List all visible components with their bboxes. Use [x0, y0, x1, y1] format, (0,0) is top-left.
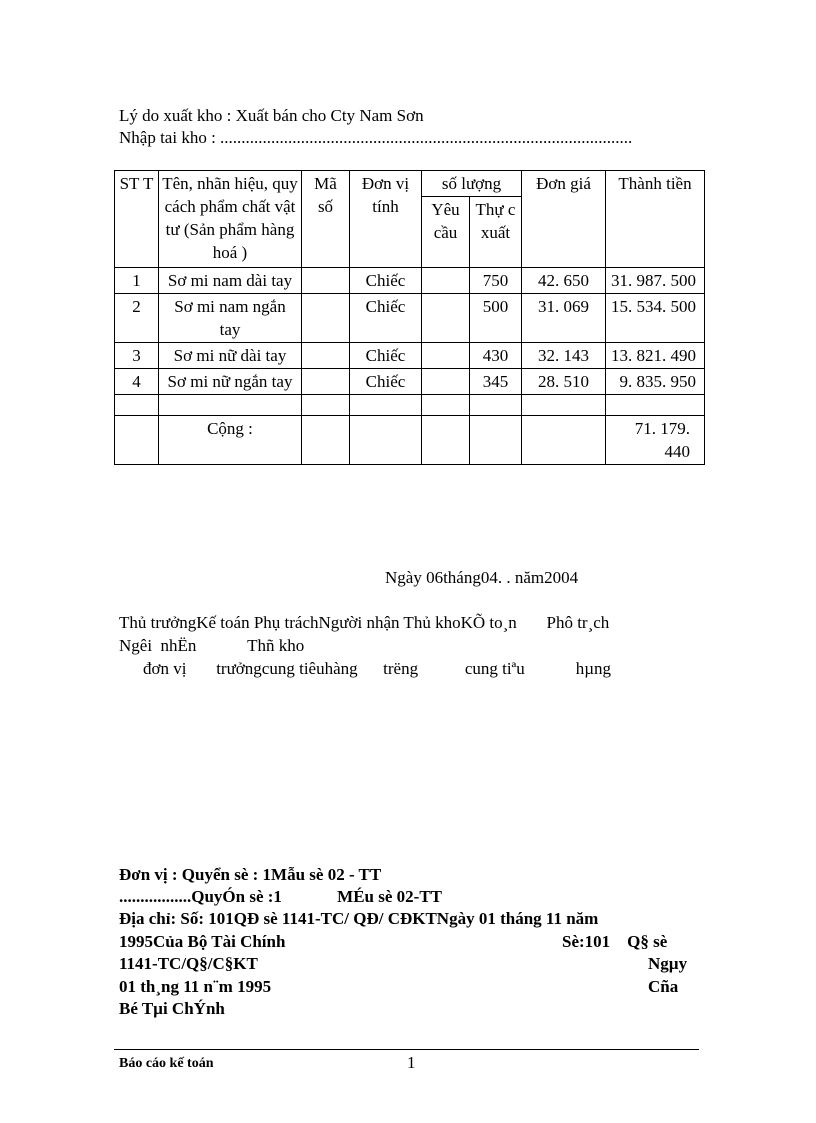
row-code — [302, 294, 350, 343]
row-price: 31. 069 — [522, 294, 606, 343]
row-name: Sơ mi nữ ngắn tay — [159, 369, 302, 395]
footer-title: Báo cáo kế toán — [119, 1056, 214, 1071]
row-actual: 750 — [470, 268, 522, 294]
header-unit: Đơn vị tính — [350, 171, 422, 268]
header-price: Đơn giá — [522, 171, 606, 268]
empty-cell — [350, 395, 422, 416]
header-stt: ST T — [115, 171, 159, 268]
row-amount: 31. 987. 500 — [606, 268, 705, 294]
table-total-row — [115, 416, 705, 465]
export-reason: Lý do xuất kho : Xuất bán cho Cty Nam Sơn — [119, 106, 424, 125]
number-line-right: Sè:101 Q§ sè — [562, 932, 668, 951]
row-requested — [422, 294, 470, 343]
row-requested — [422, 268, 470, 294]
ministry-line-2: Bé Tµi ChÝnh — [119, 999, 225, 1018]
empty-cell — [302, 395, 350, 416]
row-requested — [422, 343, 470, 369]
header-quantity: số lượng — [422, 171, 522, 197]
row-name: Sơ mi nam ngắn tay — [159, 294, 302, 343]
table-row — [115, 343, 705, 369]
table-row — [115, 268, 705, 294]
row-stt: 2 — [115, 294, 159, 343]
header-code: Mã số — [302, 171, 350, 268]
unit-line: Đơn vị : Quyển sè : 1Mẫu sè 02 - TT — [119, 865, 382, 884]
total-label: Cộng : — [159, 416, 302, 465]
row-unit: Chiếc — [350, 343, 422, 369]
warehouse-line: Nhập tai kho : ................................................................................................. — [119, 128, 633, 147]
empty-cell — [522, 416, 606, 465]
table-header-row — [115, 171, 705, 197]
header-requested: Yêu cầu — [422, 197, 470, 268]
row-name: Sơ mi nam dài tay — [159, 268, 302, 294]
empty-cell — [422, 416, 470, 465]
row-unit: Chiếc — [350, 369, 422, 395]
of-label-right: Cña — [648, 977, 679, 996]
empty-cell — [302, 416, 350, 465]
footer-divider — [114, 1049, 699, 1050]
row-code — [302, 268, 350, 294]
empty-cell — [350, 416, 422, 465]
row-price: 42. 650 — [522, 268, 606, 294]
row-amount: 15. 534. 500 — [606, 294, 705, 343]
signature-titles-line2: Ngêi nhËn Thñ kho — [119, 636, 305, 655]
empty-cell — [522, 395, 606, 416]
row-unit: Chiếc — [350, 268, 422, 294]
row-stt: 3 — [115, 343, 159, 369]
address-line: Địa chỉ: Số: 101QĐ sè 1141-TC/ QĐ/ CĐKTNgày 01 tháng 11 năm — [119, 909, 599, 928]
date-label-right: Ngµy — [648, 954, 688, 973]
empty-cell — [422, 395, 470, 416]
decision-code-line: 1141-TC/Q§/C§KT — [119, 954, 258, 973]
row-actual: 345 — [470, 369, 522, 395]
row-code — [302, 343, 350, 369]
row-stt: 1 — [115, 268, 159, 294]
table-row — [115, 294, 705, 343]
row-price: 32. 143 — [522, 343, 606, 369]
total-value: 71. 179. 440 — [606, 416, 705, 465]
empty-cell — [470, 395, 522, 416]
row-amount: 9. 835. 950 — [606, 369, 705, 395]
date-line: Ngày 06tháng04. . năm2004 — [385, 568, 579, 587]
header-amount: Thành tiền — [606, 171, 705, 268]
page-number: 1 — [407, 1053, 416, 1072]
empty-cell — [470, 416, 522, 465]
row-stt: 4 — [115, 369, 159, 395]
row-requested — [422, 369, 470, 395]
book-number-line: .................QuyÓn sè :1 MÉu sè 02-TT — [119, 887, 443, 906]
row-actual: 430 — [470, 343, 522, 369]
empty-cell — [115, 416, 159, 465]
empty-cell — [606, 395, 705, 416]
row-name: Sơ mi nữ dài tay — [159, 343, 302, 369]
empty-cell — [115, 395, 159, 416]
empty-cell — [159, 395, 302, 416]
row-amount: 13. 821. 490 — [606, 343, 705, 369]
decision-date-line: 01 th¸ng 11 n¨m 1995 — [119, 977, 272, 996]
signature-titles-line3: đơn vị trưởngcung tiêuhàng trëng cung tiªu hµng — [143, 659, 612, 678]
table-row — [115, 369, 705, 395]
header-actual: Thự c xuất — [470, 197, 522, 268]
ministry-line: 1995Của Bộ Tài Chính — [119, 932, 286, 951]
row-code — [302, 369, 350, 395]
row-actual: 500 — [470, 294, 522, 343]
header-name: Tên, nhãn hiệu, quy cách phẩm chất vật tư (Sản phẩm hàng hoá ) — [159, 171, 302, 268]
signature-titles-line1: Thủ trưởngKế toán Phụ tráchNgười nhận Thủ khoKÕ to¸n Phô tr¸ch — [119, 613, 610, 632]
table-row-empty — [115, 395, 705, 416]
goods-table — [114, 170, 705, 465]
row-price: 28. 510 — [522, 369, 606, 395]
row-unit: Chiếc — [350, 294, 422, 343]
